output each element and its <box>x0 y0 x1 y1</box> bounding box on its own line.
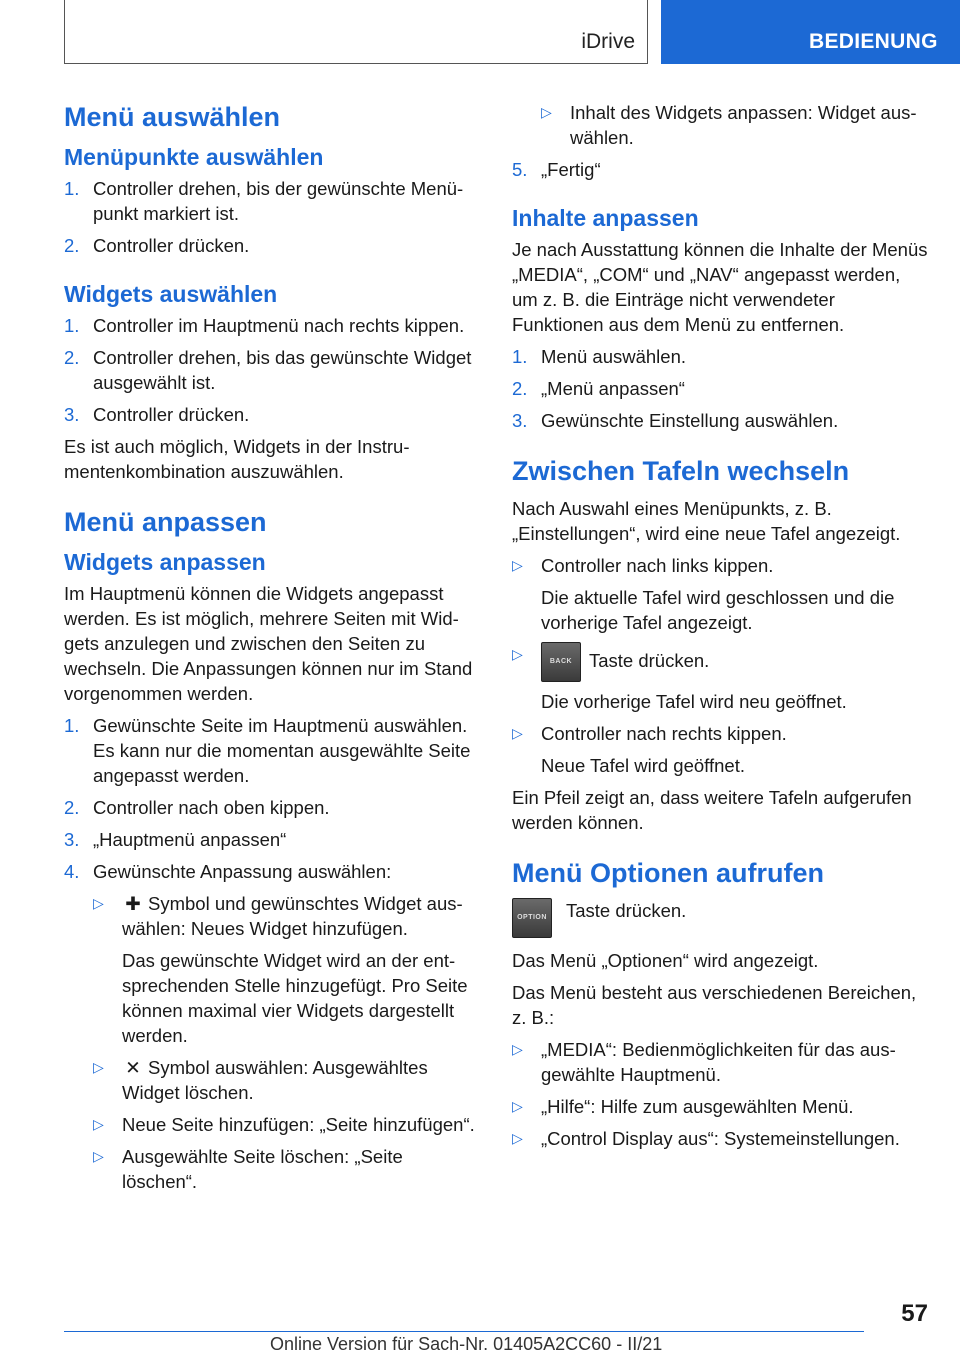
list-item: 1. Gewünschte Seite im Hauptmenü auswählen. Es kann nur die momentan ausgewählte Seite angepasst werden. <box>64 715 471 786</box>
footer-divider <box>64 1331 864 1332</box>
heading-widgets-anpassen: Widgets anpassen <box>64 549 266 575</box>
widgets-note: Es ist auch möglich, Widgets in der Instrumentenkombination auszuwählen. <box>64 436 410 482</box>
list-item: ▷ ✚ Symbol und gewünschtes Widget auswählen: Neues Widget hinzufügen. <box>93 893 463 939</box>
optionen-taste: Taste drücken. <box>566 900 687 921</box>
header-section: iDrive <box>581 30 635 53</box>
close-icon: ✕ <box>125 1057 141 1078</box>
list-item: ▷ BACK Taste drücken. <box>512 642 930 682</box>
list-item: 1. Controller drehen, bis der gewünschte Menüpunkt markiert ist. <box>64 178 464 224</box>
heading-menupunkte: Menüpunkte auswählen <box>64 144 324 170</box>
tafeln-b3-note: Neue Tafel wird geöffnet. <box>541 755 745 776</box>
header-chapter-tab: BEDIENUNG <box>661 0 960 64</box>
sub1-note: Das gewünschte Widget wird an der entsprechenden Stelle hinzugefügt. Pro Seite können maximal vier Widgets dargestellt werden. <box>122 950 468 1046</box>
list-item: 3. Gewünschte Einstellung auswählen. <box>512 410 839 431</box>
list-item: 2. „Menü anpassen“ <box>512 378 685 399</box>
list-item: 1. Menü auswählen. <box>512 346 687 367</box>
list-item: 2. Controller nach oben kippen. <box>64 797 330 818</box>
inhalte-intro: Je nach Ausstattung können die Inhalte der Menüs „MEDIA“, „COM“ und „NAV“ angepasst werden, um z. B. die Einträge nicht verwendeter Funktionen aus dem Menü zu entfernen. <box>512 239 928 335</box>
list-item: 3. „Hauptmenü anpassen“ <box>64 829 287 850</box>
back-button-icon: BACK <box>541 642 581 682</box>
right-column <box>512 100 930 1158</box>
list-item: ▷ „Hilfe“: Hilfe zum ausgewählten Menü. <box>512 1096 854 1117</box>
optionen-p2: Das Menü besteht aus verschiedenen Bereichen, z. B.: <box>512 982 917 1028</box>
option-row <box>512 898 930 938</box>
list-item: ▷ Controller nach links kippen. <box>512 555 774 576</box>
left-column <box>64 100 482 1201</box>
list-item: ▷ Neue Seite hinzufügen: „Seite hinzufügen“. <box>93 1114 475 1135</box>
tafeln-b2-note: Die vorherige Tafel wird neu geöffnet. <box>541 691 847 712</box>
heading-menu-auswaehlen: Menü auswählen <box>64 102 281 132</box>
heading-tafeln-wechseln: Zwischen Tafeln wechseln <box>512 456 850 486</box>
list-item: 5. „Fertig“ <box>512 159 601 180</box>
option-button-icon: OPTION <box>512 898 552 938</box>
footer-online-version: Online Version für Sach-Nr. 01405A2CC60 - II/21 <box>270 1334 663 1354</box>
list-item: ▷ ✕ Symbol auswählen: Ausgewähltes Widget löschen. <box>93 1057 428 1103</box>
list-item: 3. Controller drücken. <box>64 404 250 425</box>
list-item: ▷ Controller nach rechts kippen. <box>512 723 787 744</box>
list-item: 4. Gewünschte Anpassung auswählen: <box>64 861 392 882</box>
heading-widgets-auswaehlen: Widgets auswählen <box>64 281 278 307</box>
tafeln-intro: Nach Auswahl eines Menüpunkts, z. B. „Einstellungen“, wird eine neue Tafel angezeigt. <box>512 498 901 544</box>
widgets-anpassen-intro: Im Hauptmenü können die Widgets angepasst werden. Es ist möglich, mehrere Seiten mit Widgets anzulegen und zwischen den Seiten zu wechseln. Die Anpassungen können nur im Stand vorgenommen werden. <box>64 583 473 704</box>
list-item: ▷ Inhalt des Widgets anpassen: Widget auswählen. <box>541 102 917 148</box>
list-item: ▷ „Control Display aus“: Systemeinstellungen. <box>512 1128 900 1149</box>
list-item: 2. Controller drücken. <box>64 235 250 256</box>
optionen-p1: Das Menü „Optionen“ wird angezeigt. <box>512 950 819 971</box>
page-number: 57 <box>901 1300 928 1327</box>
tafeln-outro: Ein Pfeil zeigt an, dass weitere Tafeln aufgerufen werden können. <box>512 787 912 833</box>
list-item: ▷ Ausgewählte Seite löschen: „Seite löschen“. <box>93 1146 403 1192</box>
heading-inhalte-anpassen: Inhalte anpassen <box>512 205 699 231</box>
heading-optionen-aufrufen: Menü Optionen aufrufen <box>512 858 824 888</box>
tafeln-b1-note: Die aktuelle Tafel wird geschlossen und die vorherige Tafel angezeigt. <box>541 587 895 633</box>
heading-menu-anpassen: Menü anpassen <box>64 507 267 537</box>
header-frame <box>64 0 648 64</box>
list-item: ▷ „MEDIA“: Bedienmöglichkeiten für das ausgewählte Hauptmenü. <box>512 1039 896 1085</box>
plus-icon: ✚ <box>125 893 141 914</box>
list-item: 1. Controller im Hauptmenü nach rechts kippen. <box>64 315 465 336</box>
list-item: 2. Controller drehen, bis das gewünschte Widget ausgewählt ist. <box>64 347 472 393</box>
